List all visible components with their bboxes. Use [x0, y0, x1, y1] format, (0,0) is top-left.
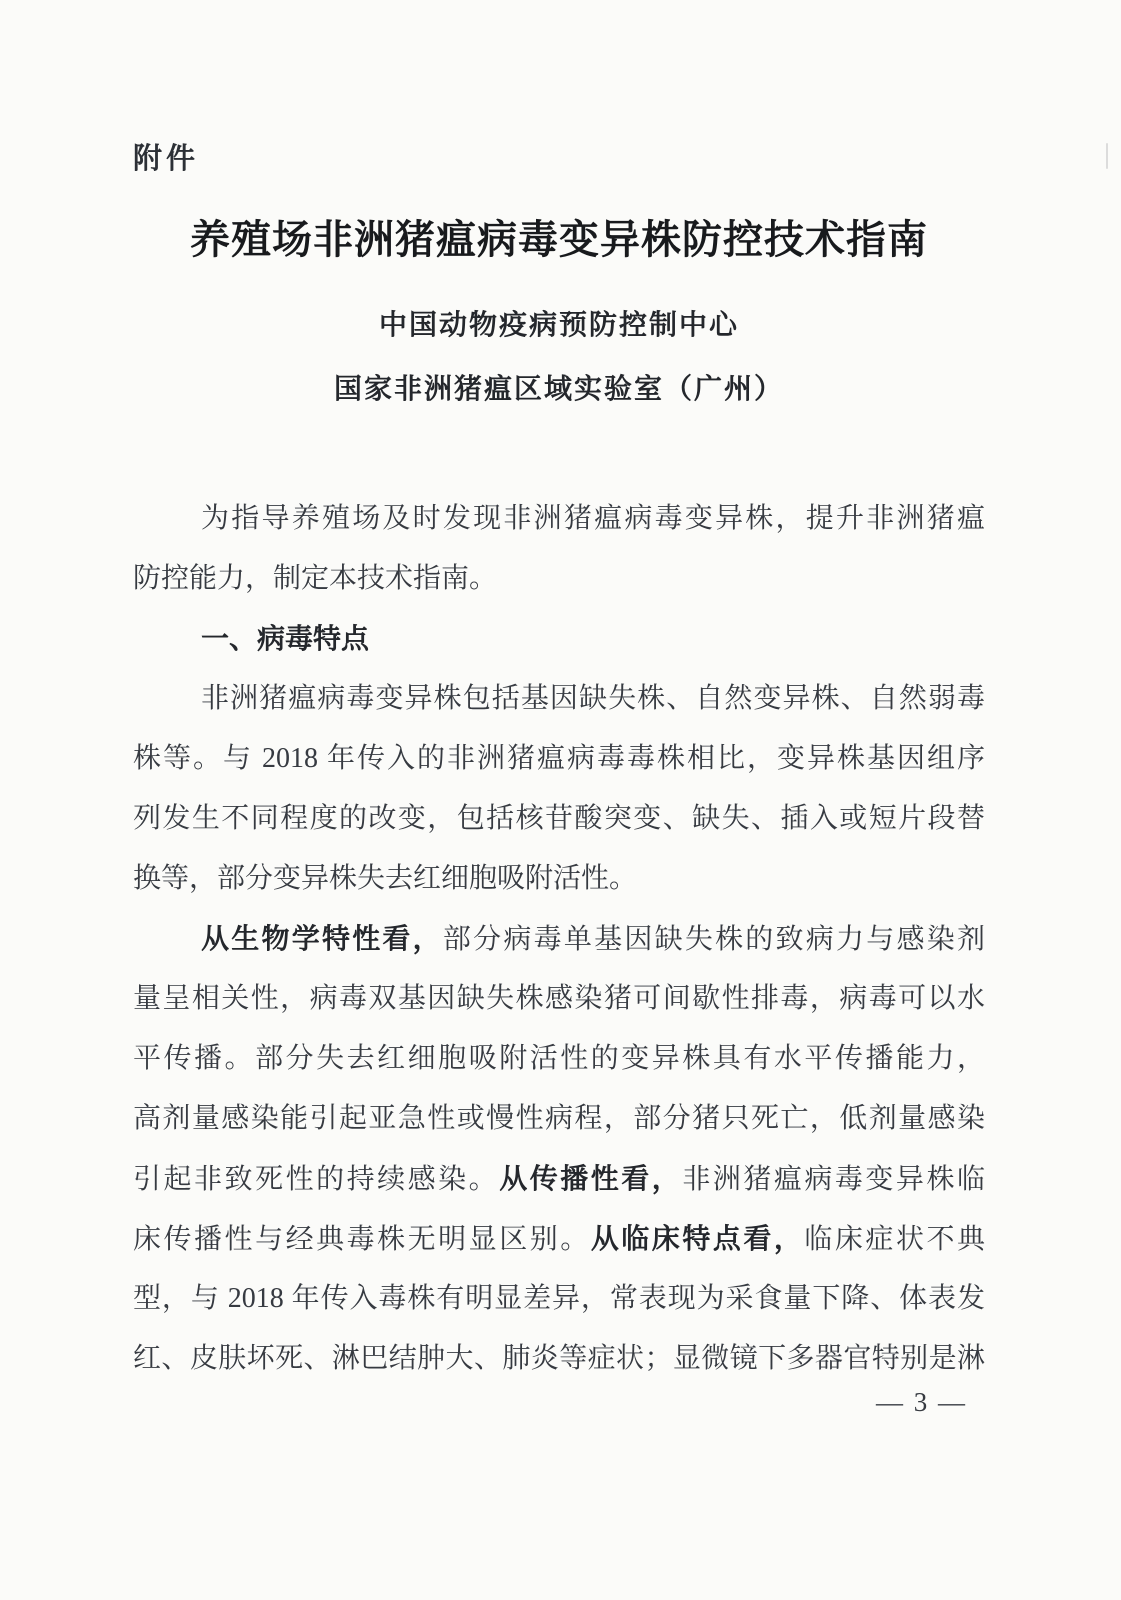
body-line — [133, 1029, 985, 1089]
body-line — [133, 909, 985, 969]
text-run: 换等，部分变异株失去红细胞吸附活性。 — [133, 863, 638, 894]
text-run: 引起非致死性的持续感染。 — [133, 1164, 500, 1195]
document-title: 养殖场非洲猪瘟病毒变异株防控技术指南 — [190, 217, 928, 262]
text-run: 平传播。部分失去红细胞吸附活性的变异株具有水平传播能力， — [133, 1043, 985, 1074]
body-line — [133, 549, 985, 609]
text-run: 床传播性与经典毒株无明显区别。 — [133, 1224, 591, 1255]
text-run: 临床症状不典 — [804, 1224, 985, 1255]
text-run: 株等。与 2018 年传入的非洲猪瘟病毒毒株相比，变异株基因组序 — [133, 743, 985, 774]
text-run: 高剂量感染能引起亚急性或慢性病程，部分猪只死亡，低剂量感染 — [133, 1103, 985, 1134]
body-line — [133, 1209, 985, 1269]
body-line — [133, 789, 985, 849]
issuing-org-primary: 中国动物疫病预防控制中心 — [378, 310, 739, 341]
text-run: 红、皮肤坏死、淋巴结肿大、肺炎等症状；显微镜下多器官特别是淋 — [133, 1343, 985, 1374]
text-run: 为指导养殖场及时发现非洲猪瘟病毒变异株，提升非洲猪瘟 — [201, 503, 985, 534]
body-line — [133, 1329, 985, 1389]
issuing-org-secondary: 国家非洲猪瘟区域实验室（广州） — [333, 374, 784, 405]
body-line — [133, 969, 985, 1029]
body-line — [133, 1089, 985, 1149]
section-heading — [133, 609, 985, 669]
bold-run: 从生物学特性看， — [201, 923, 443, 954]
text-run: 非洲猪瘟病毒变异株包括基因缺失株、自然变异株、自然弱毒 — [201, 683, 985, 714]
document-body — [133, 489, 985, 1389]
attachment-label: 附件 — [133, 143, 200, 175]
text-run: 防控能力，制定本技术指南。 — [133, 563, 498, 594]
body-line — [133, 849, 985, 909]
scan-artifact-line — [1106, 143, 1108, 169]
page-number: — 3 — — [876, 1387, 967, 1417]
bold-run: 从传播性看， — [499, 1163, 683, 1194]
text-run: 列发生不同程度的改变，包括核苷酸突变、缺失、插入或短片段替 — [133, 803, 985, 834]
bold-run: 从临床特点看， — [590, 1223, 805, 1254]
text-run: 型，与 2018 年传入毒株有明显差异，常表现为采食量下降、体表发 — [133, 1283, 985, 1314]
text-run: 部分病毒单基因缺失株的致病力与感染剂 — [442, 924, 985, 955]
text-run: 非洲猪瘟病毒变异株临 — [682, 1164, 985, 1195]
body-line — [133, 729, 985, 789]
body-line — [133, 1269, 985, 1329]
bold-run: 一、病毒特点 — [201, 623, 370, 654]
body-line — [133, 1149, 985, 1209]
body-line — [133, 489, 985, 549]
body-line — [133, 669, 985, 729]
text-run: 量呈相关性，病毒双基因缺失株感染猪可间歇性排毒，病毒可以水 — [133, 983, 985, 1014]
